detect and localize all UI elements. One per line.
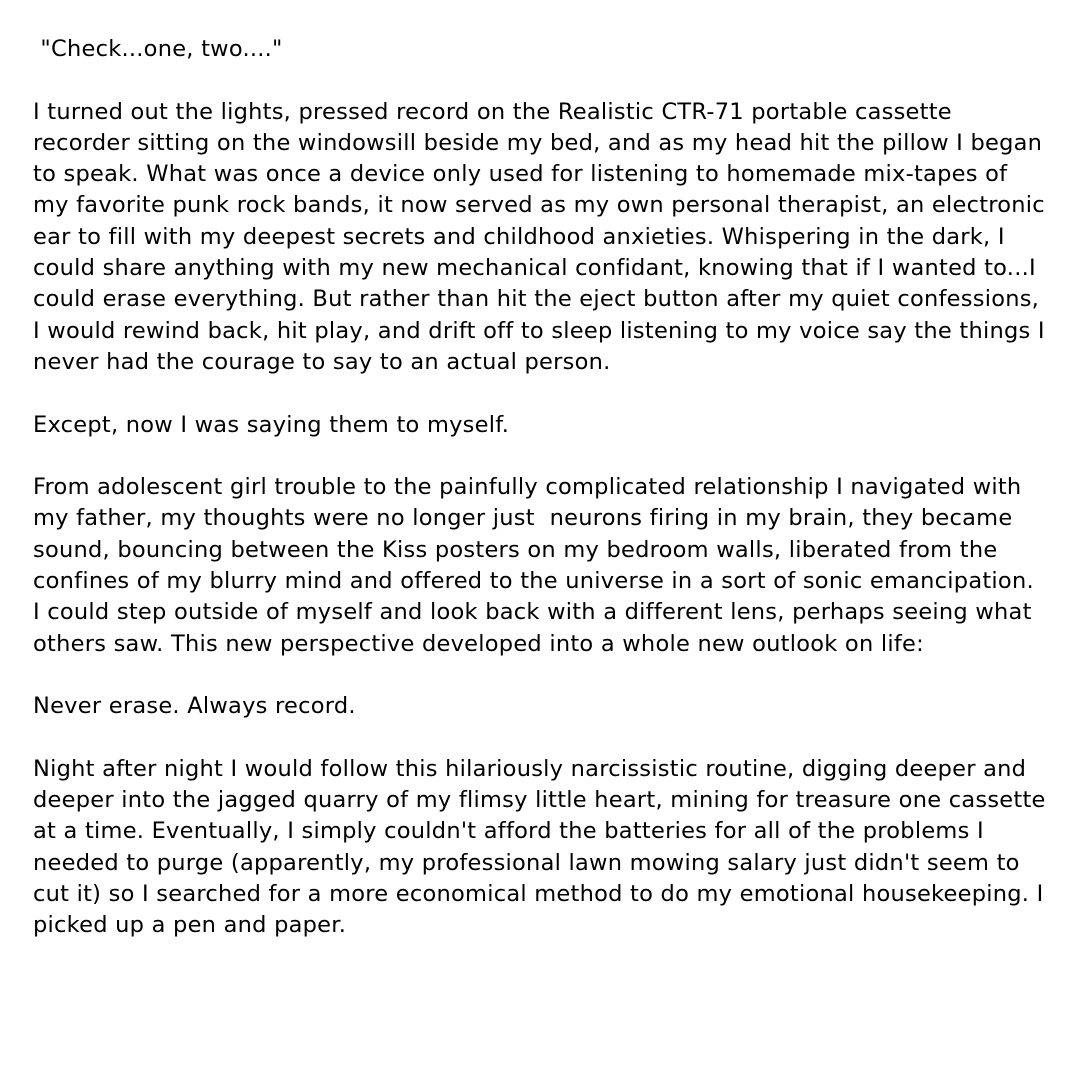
paragraph-adolescent: From adolescent girl trouble to the painfully complicated relationship I navigated with my father, my thoughts were no longer just neurons firing in my brain, they became sound, bouncing between the Kiss posters on my bedroom walls, liberated from the confines of my blurry mind and offered to the universe in a sort of sonic emancipation. I could step outside of myself and look back with a different lens, perhaps seeing what others saw. This new perspective developed into a whole new outlook on life: <box>33 474 1042 657</box>
paragraph-gap <box>33 660 1047 691</box>
paragraph-gap <box>33 441 1047 472</box>
paragraph-gap <box>33 65 1047 96</box>
paragraph-opening-quote: "Check...one, two...." <box>33 36 283 62</box>
paragraph-except: Except, now I was saying them to myself. <box>33 411 510 438</box>
paragraph-gap <box>33 723 1047 754</box>
paragraph-night-after-night: Night after night I would follow this hilariously narcissistic routine, digging deeper and deeper into the jagged quarry of my flimsy little heart, mining for treasure one cassette at a time. Eventually, I simply couldn't afford the batteries for all of the problems I needed to purge (apparently, my professional lawn mowing salary just didn't seem to cut it) so I searched for a more economical method to do my emotional housekeeping. I picked up a pen and paper. <box>33 755 1054 939</box>
paragraph-gap <box>33 378 1047 409</box>
paragraph-recorder: I turned out the lights, pressed record on the Realistic CTR-71 portable cassette recorder sitting on the windowsill beside my bed, and as my head hit the pillow I began to speak. What was once a device only used for listening to homemade mix-tapes of my favorite punk rock bands, it now served as my own personal therapist, an electronic ear to fill with my deepest secrets and childhood anxieties. Whispering in the dark, I could share anything with my new mechanical confidant, knowing that if I wanted to...I could erase everything. But rather than hit the eject button after my quiet confessions, I would rewind back, hit play, and drift off to sleep listening to my voice say the things I never had the courage to say to an actual person. <box>33 98 1053 375</box>
document-page <box>33 34 1054 942</box>
paragraph-never-erase: Never erase. Always record. <box>33 693 356 720</box>
